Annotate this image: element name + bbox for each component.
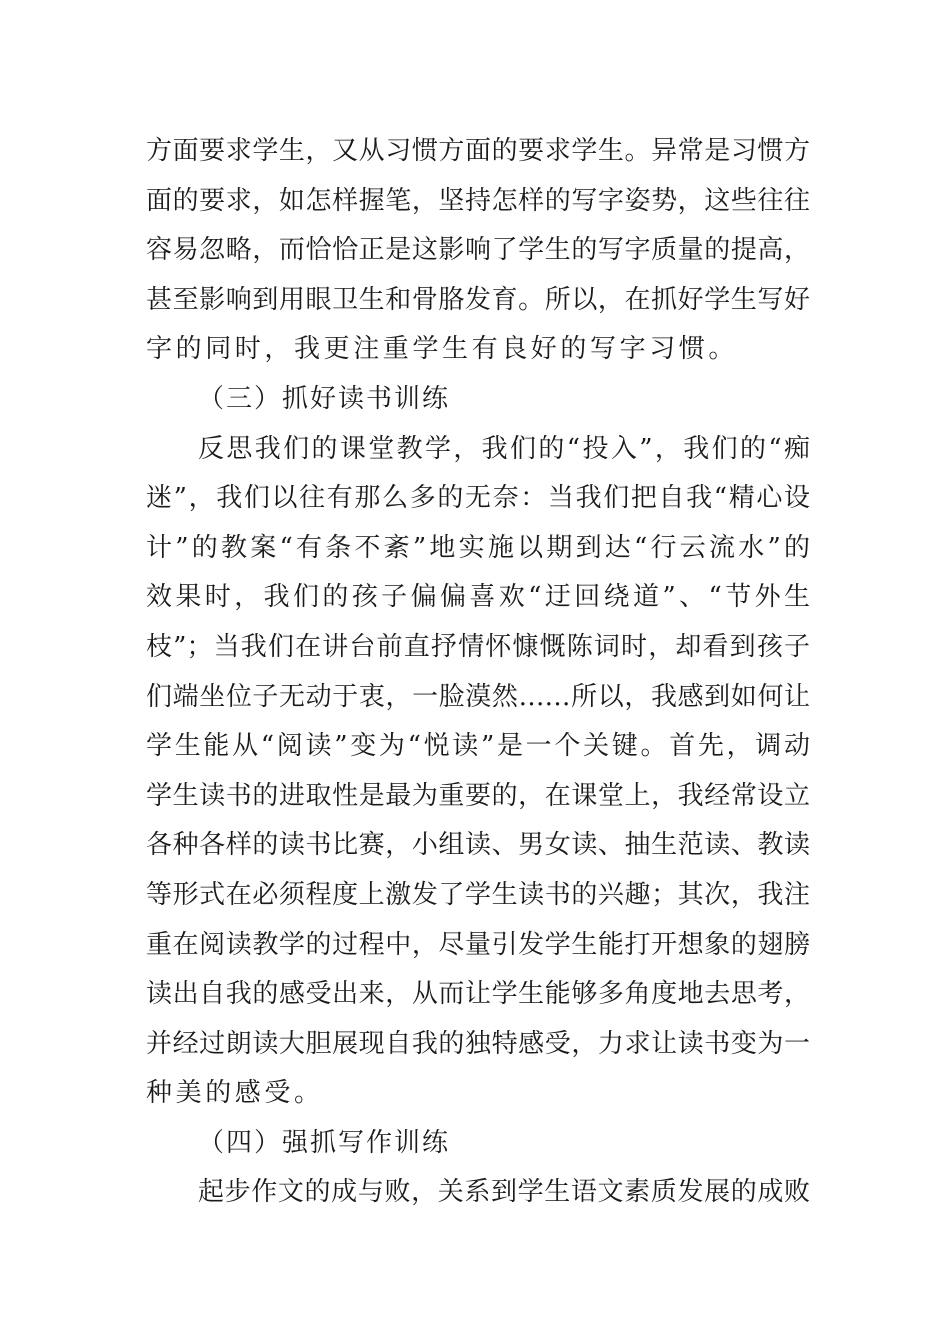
text-line: 各种各样的读书比赛，小组读、男女读、抽生范读、教读 — [146, 830, 810, 861]
text-line: 并经过朗读大胆展现自我的独特感受，力求让读书变为一 — [146, 1028, 810, 1059]
text-line: 面的要求，如怎样握笔，坚持怎样的写字姿势，这些往往 — [146, 185, 810, 216]
section-heading-3: （三）抓好读书训练 — [198, 383, 451, 414]
text-line: 枝”；当我们在讲台前直抒情怀慷慨陈词时，却看到孩子 — [146, 631, 810, 662]
text-line: 反思我们的课堂教学，我们的“投入”，我们的“痴 — [198, 433, 810, 464]
text-line: 字的同时，我更注重学生有良好的写字习惯。 — [146, 334, 739, 365]
text-line: 迷”，我们以往有那么多的无奈：当我们把自我“精心设 — [146, 483, 810, 514]
text-line: 方面要求学生，又从习惯方面的要求学生。异常是习惯方 — [146, 136, 810, 166]
text-line: 起步作文的成与败，关系到学生语文素质发展的成败 — [198, 1177, 810, 1208]
text-line: 甚至影响到用眼卫生和骨胳发育。所以，在抓好学生写好 — [146, 284, 810, 315]
text-line: 学生读书的进取性是最为重要的，在课堂上，我经常设立 — [146, 780, 810, 811]
text-line: 效果时，我们的孩子偏偏喜欢“迂回绕道”、“节外生 — [146, 582, 810, 613]
text-line: 计”的教案“有条不紊”地实施以期到达“行云流水”的 — [146, 532, 810, 563]
body-text — [146, 127, 810, 1218]
text-line: 种美的感受。 — [146, 1078, 324, 1109]
text-line: 容易忽略，而恰恰正是这影响了学生的写字质量的提高， — [146, 235, 810, 266]
section-heading-4: （四）强抓写作训练 — [198, 1127, 451, 1158]
text-line: 重在阅读教学的过程中，尽量引发学生能打开想象的翅膀 — [146, 929, 810, 960]
text-line: 学生能从“阅读”变为“悦读”是一个关键。首先，调动 — [146, 731, 810, 762]
text-line: 们端坐位子无动于衷，一脸漠然……所以，我感到如何让 — [146, 681, 810, 712]
text-line: 等形式在必须程度上激发了学生读书的兴趣；其次，我注 — [146, 879, 810, 910]
text-line: 读出自我的感受出来，从而让学生能够多角度地去思考， — [146, 979, 810, 1010]
